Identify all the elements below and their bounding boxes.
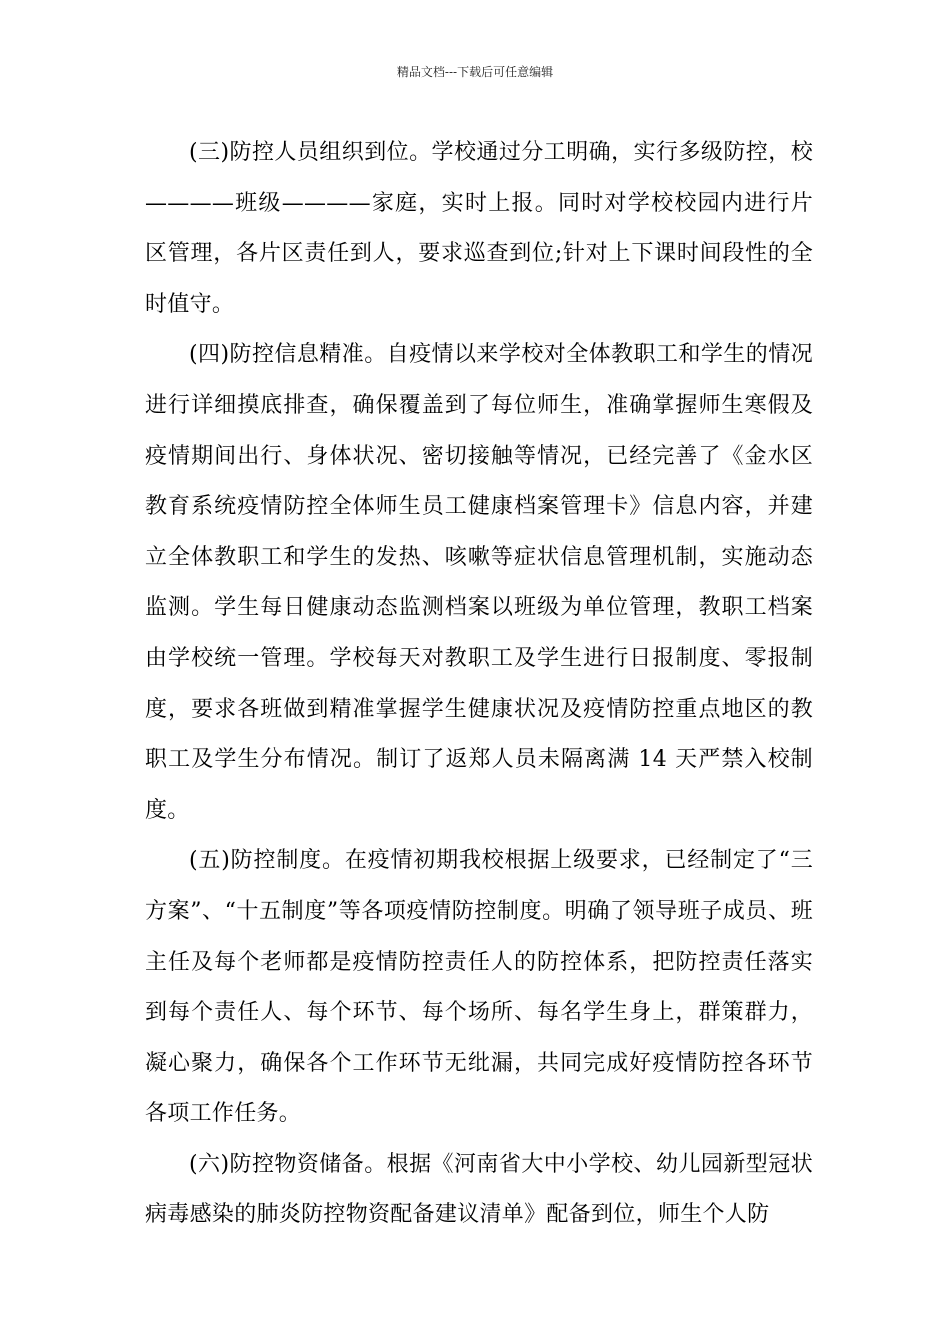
paragraph-control-system: (五)防控制度。在疫情初期我校根据上级要求，已经制定了“三方案”、“十五制度”等各项疫情防控制度。明确了领导班子成员、班主任及每个老师都是疫情防控责任人的防控体系，把防控责任落实到每个责任人、每个环节、每个场所、每名学生身上，群策群力，凝心聚力，确保各个工作环节无纰漏，共同完成好疫情防控各环节各项工作任务。 [145, 848, 813, 1127]
paragraph-material-reserve: (六)防控物资储备。根据《河南省大中小学校、幼儿园新型冠状病毒感染的肺炎防控物资配备建议清单》配备到位，师生个人防 [145, 1151, 813, 1228]
paragraph-information-accuracy: (四)防控信息精准。自疫情以来学校对全体教职工和学生的情况进行详细摸底排查，确保覆盖到了每位师生，准确掌握师生寒假及疫情期间出行、身体状况、密切接触等情况，已经完善了《金水区教育系统疫情防控全体师生员工健康档案管理卡》信息内容，并建立全体教职工和学生的发热、咳嗽等症状信息管理机制，实施动态监测。学生每日健康动态监测档案以班级为单位管理，教职工档案由学校统一管理。学校每天对教职工及学生进行日报制度、零报制度，要求各班做到精准掌握学生健康状况及疫情防控重点地区的教职工及学生分布情况。制订了返郑人员未隔离满 14 天严禁入校制度。 [145, 342, 813, 823]
paragraph-staff-organization: (三)防控人员组织到位。学校通过分工明确，实行多级防控，校————班级————家庭，实时上报。同时对学校校园内进行片区管理，各片区责任到人，要求巡查到位;针对上下课时间段性的全时值守。 [145, 140, 813, 317]
page-header: 精品文档---下载后可任意编辑 [396, 65, 554, 79]
document-body [145, 128, 813, 1241]
